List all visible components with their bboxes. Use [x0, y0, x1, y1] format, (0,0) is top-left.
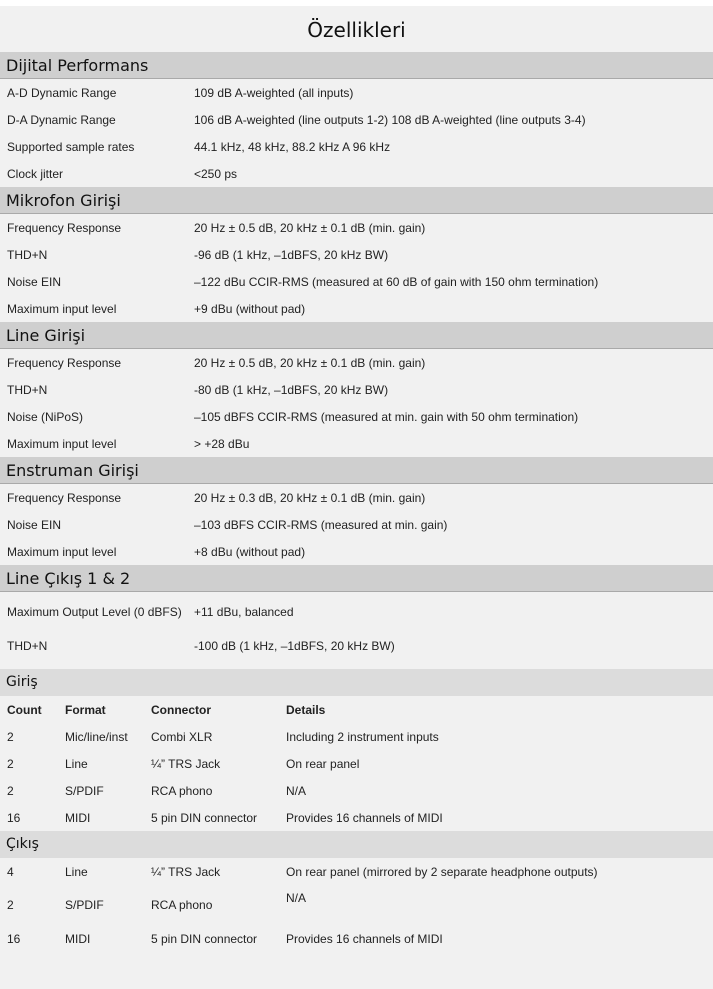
spec-row: [0, 268, 713, 295]
spec-row: [0, 403, 713, 430]
column-header-format: Format: [65, 702, 106, 717]
spec-value: –103 dBFS CCIR-RMS (measured at min. gain): [194, 517, 448, 532]
cell-count: 2: [7, 898, 14, 912]
table-row: [0, 750, 713, 777]
spec-label: Noise EIN: [7, 517, 62, 532]
spec-row: [0, 295, 713, 322]
cell-count: 16: [7, 810, 21, 825]
spec-row: [0, 106, 713, 133]
spacer: [0, 659, 713, 669]
section-header-digital: Dijital Performans: [0, 52, 713, 79]
spec-label: Frequency Response: [7, 490, 122, 505]
spec-value: -80 dB (1 kHz, –1dBFS, 20 kHz BW): [194, 382, 389, 397]
cell-count: 2: [7, 729, 14, 744]
cell-format: Line: [65, 756, 88, 771]
spec-row: [0, 214, 713, 241]
spec-label: THD+N: [7, 382, 48, 397]
spec-value: 20 Hz ± 0.5 dB, 20 kHz ± 0.1 dB (min. gain): [194, 220, 426, 235]
cell-connector: 5 pin DIN connector: [151, 810, 258, 825]
spec-row: [0, 160, 713, 187]
spec-value: –122 dBu CCIR-RMS (measured at 60 dB of gain with 150 ohm termination): [194, 274, 599, 289]
cell-details: N/A: [286, 783, 307, 798]
spec-value: 20 Hz ± 0.5 dB, 20 kHz ± 0.1 dB (min. gain): [194, 355, 426, 370]
spec-value: <250 ps: [194, 166, 238, 181]
cell-details: Including 2 instrument inputs: [286, 729, 439, 744]
spec-row: [0, 484, 713, 511]
column-header-connector: Connector: [151, 702, 211, 717]
section-header-instrument-input: Enstruman Girişi: [0, 457, 713, 484]
spec-row: [0, 430, 713, 457]
table-row: [0, 777, 713, 804]
cell-format: S/PDIF: [65, 783, 104, 798]
cell-format: Line: [65, 864, 88, 879]
spec-label: THD+N: [7, 638, 48, 653]
cell-details: Provides 16 channels of MIDI: [286, 931, 443, 946]
cell-details: Provides 16 channels of MIDI: [286, 810, 443, 825]
spec-label: Frequency Response: [7, 355, 122, 370]
spec-row: [0, 376, 713, 403]
table-row: [0, 723, 713, 750]
spec-row: [0, 349, 713, 376]
spec-value: -100 dB (1 kHz, –1dBFS, 20 kHz BW): [194, 638, 395, 653]
spec-row: [0, 592, 713, 632]
spec-label: Clock jitter: [7, 166, 64, 181]
spec-label: Maximum input level: [7, 436, 117, 451]
cell-count: 16: [7, 931, 21, 946]
table-row: [0, 925, 713, 952]
table-row: [0, 885, 713, 925]
cell-format: S/PDIF: [65, 898, 104, 912]
cell-connector: Combi XLR: [151, 729, 213, 744]
spec-value: +9 dBu (without pad): [194, 301, 306, 316]
spec-label: Frequency Response: [7, 220, 122, 235]
cell-count: 2: [7, 783, 14, 798]
spec-row: [0, 241, 713, 268]
cell-count: 4: [7, 864, 14, 879]
section-header-line-input: Line Girişi: [0, 322, 713, 349]
spec-label: Maximum input level: [7, 544, 117, 559]
inputs-header: Giriş: [0, 669, 713, 696]
cell-connector: 5 pin DIN connector: [151, 931, 258, 946]
table-header-row: [0, 696, 713, 723]
spec-label: THD+N: [7, 247, 48, 262]
cell-connector: ¼” TRS Jack: [151, 864, 221, 879]
spec-label: A-D Dynamic Range: [7, 85, 117, 100]
page-title: Özellikleri: [307, 18, 406, 42]
cell-format: Mic/line/inst: [65, 729, 128, 744]
cell-connector: RCA phono: [151, 783, 213, 798]
spec-value: 20 Hz ± 0.3 dB, 20 kHz ± 0.1 dB (min. gain): [194, 490, 426, 505]
cell-connector: ¼” TRS Jack: [151, 756, 221, 771]
spec-label: D-A Dynamic Range: [7, 112, 116, 127]
cell-connector: RCA phono: [151, 898, 213, 912]
spec-value: +11 dBu, balanced: [194, 605, 294, 619]
spec-value: +8 dBu (without pad): [194, 544, 306, 559]
cell-details: N/A: [286, 891, 307, 905]
outputs-header: Çıkış: [0, 831, 713, 858]
section-header-mic-input: Mikrofon Girişi: [0, 187, 713, 214]
spec-row: [0, 632, 713, 659]
column-header-details: Details: [286, 702, 326, 717]
spec-row: [0, 511, 713, 538]
column-header-count: Count: [7, 702, 42, 717]
spec-value: –105 dBFS CCIR-RMS (measured at min. gain with 50 ohm termination): [194, 409, 579, 424]
spec-row: [0, 133, 713, 160]
spec-value: 109 dB A-weighted (all inputs): [194, 85, 354, 100]
spec-label: Supported sample rates: [7, 139, 135, 154]
spec-label: Maximum input level: [7, 301, 117, 316]
spec-value: 106 dB A-weighted (line outputs 1-2) 108 dB A-weighted (line outputs 3-4): [194, 112, 586, 127]
cell-details: On rear panel: [286, 756, 360, 771]
spec-row: [0, 538, 713, 565]
cell-details: On rear panel (mirrored by 2 separate headphone outputs): [286, 864, 598, 879]
spec-label: Noise EIN: [7, 274, 62, 289]
table-row: [0, 804, 713, 831]
cell-count: 2: [7, 756, 14, 771]
table-row: [0, 858, 713, 885]
spec-label: Noise (NiPoS): [7, 409, 84, 424]
spec-value: > +28 dBu: [194, 436, 250, 451]
cell-format: MIDI: [65, 931, 91, 946]
spec-sheet: [0, 6, 713, 989]
spec-value: 44.1 kHz, 48 kHz, 88.2 kHz A 96 kHz: [194, 139, 391, 154]
spec-row: [0, 79, 713, 106]
cell-format: MIDI: [65, 810, 91, 825]
section-header-line-output: Line Çıkış 1 & 2: [0, 565, 713, 592]
spec-value: -96 dB (1 kHz, –1dBFS, 20 kHz BW): [194, 247, 389, 262]
spec-label: Maximum Output Level (0 dBFS): [7, 605, 182, 619]
